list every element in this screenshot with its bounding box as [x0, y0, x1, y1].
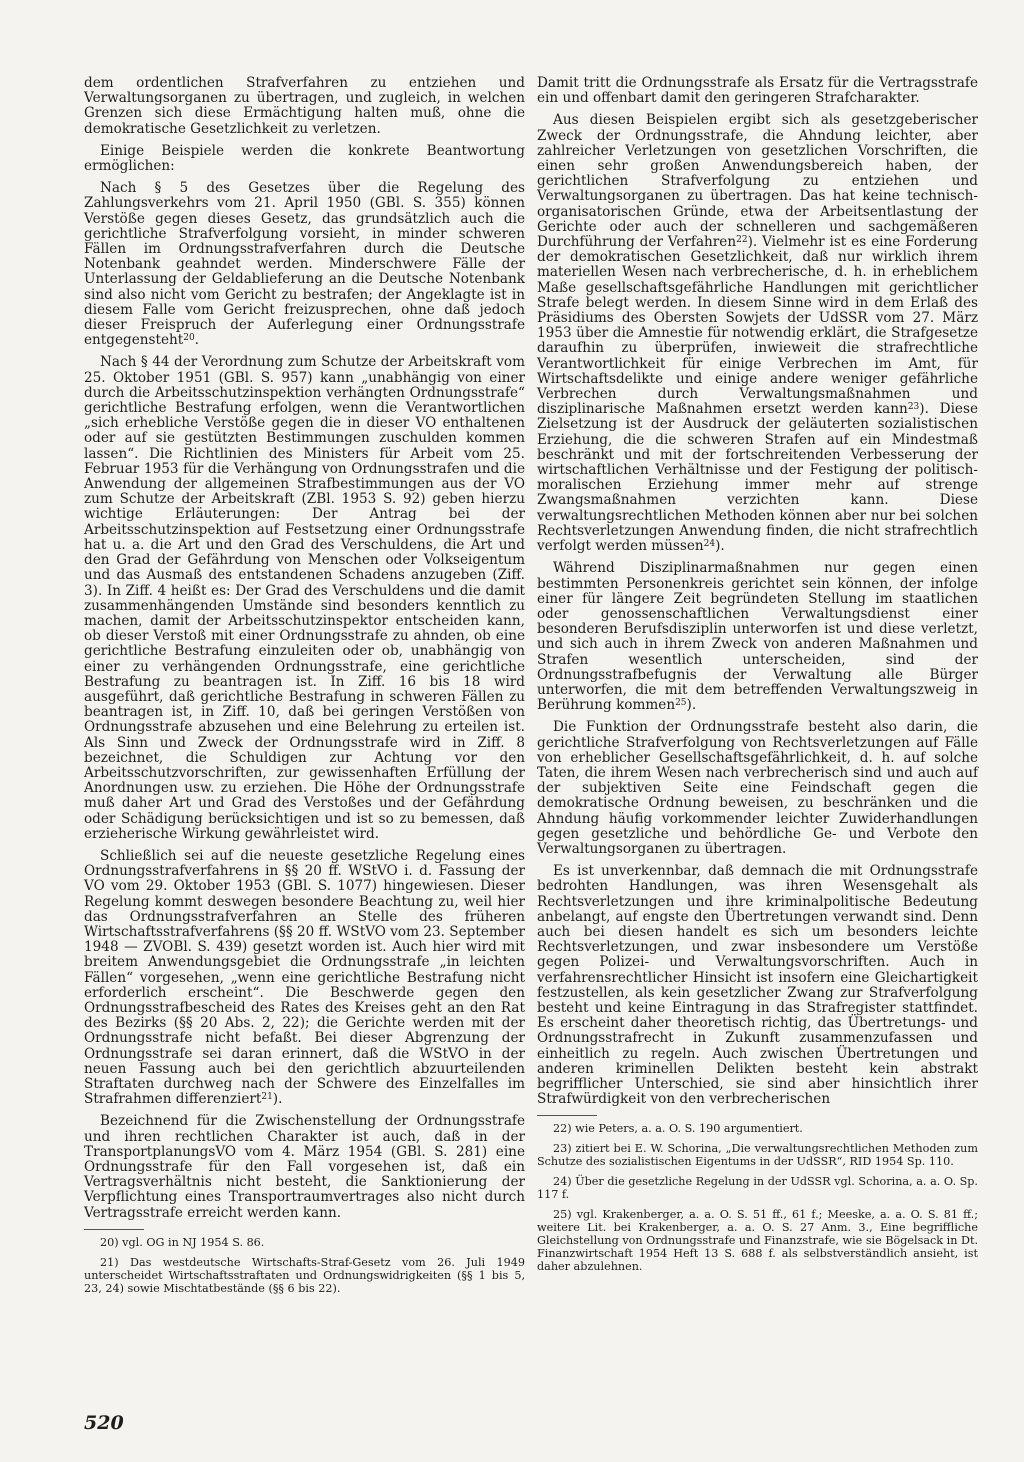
paragraph: Damit tritt die Ordnungsstrafe als Ersatz für die Vertragsstrafe ein und offenbart damit den geringeren Strafcharakter.: [537, 75, 978, 107]
paragraph: Schließlich sei auf die neueste gesetzliche Regelung eines Ordnungsstrafverfahrens in §§ 20 ff. WStVO i. d. Fassung der VO vom 29. Oktober 1953 (GBl. S. 1077) hingewiesen. Dieser Regelung kommt deswegen besondere Beachtung zu, weil hier das Ordnungsstrafverfahren an Stelle des früheren Wirtschaftsstrafverfahrens (§§ 20 ff. WStVO vom 23. September 1948 — ZVOBl. S. 439) gesetzt worden ist. Auch hier wird mit breitem Anwendungsgebiet die Ordnungsstrafe „in leichten Fällen“ vorgesehen, „wenn eine gerichtliche Bestrafung nicht erforderlich erscheint“. Die Beschwerde gegen den Ordnungsstrafbescheid des Rates des Kreises geht an den Rat des Bezirks (§§ 20 Abs. 2, 22); die Gerichte werden mit der Ordnungsstrafe nicht befaßt. Bei dieser Abgrenzung der Ordnungsstrafe sei daran erinnert, daß die WStVO in der neuen Fassung auch bei den gerichtlich abzuurteilenden Straftaten durchweg nach der Schwere des Einzelfalles im Strafrahmen differenziert$^{21}$).: [84, 847, 525, 1108]
footnote: 21) Das westdeutsche Wirtschafts-Straf-Gesetz vom 26. Juli 1949 unterscheidet Wirtschaftsstraftaten und Ordnungswidrigkeiten (§§ 1 bis 5, 23, 24) sowie Mischtatbestände (§§ 6 bis 22).: [84, 1255, 525, 1295]
paragraph-text: Nach § 5 des Gesetzes über die Regelung des Zahlungsverkehrs vom 21. April 1950 (GBl. S. 355) können Verstöße gegen dieses Gesetz, das grundsätzlich auch die gerichtliche Strafverfolgung vorsieht, in minder schweren Fällen im Ordnungsstrafverfahren durch die Deutsche Notenbank geahndet werden. Minderschwere Fälle der Unterlassung der Geldablieferung an die Deutsche Notenbank sind also nicht vom Gericht zu bestrafen; der Angeklagte ist in diesem Falle vom Gericht freizusprechen, ohne daß jedoch dieser Freispruch der Auferlegung einer Ordnungsstrafe entgegensteht: [84, 180, 525, 349]
paragraph-text: ). Diese Zielsetzung ist der Ausdruck der geläuterten sozialistischen Erziehung, die die schweren Strafen auf ein Mindestmaß beschränkt und mit der fortschreitenden Verbesserung der wirtschaftlichen Verhältnisse und der Festigung der politisch-moralischen Erziehung immer mehr auf strenge Zwangsmaßnahmen verzichten kann. Diese verwaltungsrechtlichen Methoden können aber nur bei solchen Rechtsverletzungen Anwendung finden, die nicht strafrechtlich verfolgt werden müssen: [537, 401, 978, 555]
footnote-ref: 24: [703, 539, 716, 550]
paragraph: Nach § 44 der Verordnung zum Schutze der Arbeitskraft vom 25. Oktober 1951 (GBl. S. 957) kann „unabhängig von einer durch die Arbeitsschutzinspektion verhängten Ordnungsstrafe“ gerichtliche Bestrafung erfolgen, wenn die Verantwortlichen „sich erhebliche Verstöße gegen die in dieser VO enthaltenen oder auf sie gestützten Bestimmungen zuschulden kommen lassen“. Die Richtlinien des Ministers für Arbeit vom 25. Februar 1953 für die Verhängung von Ordnungsstrafen und die Anwendung der allgemeinen Strafbestimmungen aus der VO zum Schutze der Arbeitskraft (ZBl. 1953 S. 92) geben hierzu wichtige Erläuterungen: Der Antrag bei der Arbeitsschutzinspektion auf Festsetzung einer Ordnungsstrafe hat u. a. die Art und den Grad des Verschuldens, die Art und den Grad der Gefährdung von Menschen oder Volkseigentum und das Ausmaß des entstandenen Schadens anzugeben (Ziff. 3). In Ziff. 4 heißt es: Der Grad des Verschuldens und die damit zusammenhängenden Umstände sind besonders kenntlich zu machen, damit der Arbeitsschutzinspektor entscheiden kann, ob dieser Verstoß mit einer Ordnungsstrafe zu ahnden, ob eine gerichtliche Bestrafung einzuleiten oder ob, unabhängig von einer zu verhängenden Ordnungsstrafe, eine gerichtliche Bestrafung zu beantragen ist. In Ziff. 16 bis 18 wird ausgeführt, daß gerichtliche Bestrafung in schweren Fällen zu beantragen ist, in Ziff. 10, daß bei geringen Verstößen von Ordnungsstrafe abzusehen und eine Belehrung zu erteilen ist. Als Sinn und Zweck der Ordnungsstrafe wird in Ziff. 8 bezeichnet, die Schuldigen zur Achtung vor den Arbeitsschutzvorschriften, zur gewissenhaften Erfüllung der Anordnungen usw. zu erziehen. Die Höhe der Ordnungsstrafe muß daher Art und Grad des Verstoßes und der Gefährdung oder Schädigung berücksichtigen und ist so zu bemessen, daß erzieherische Wirkung gewährleistet wird.: [84, 354, 525, 842]
page-number: 520: [84, 1412, 124, 1434]
footnote-ref: 21: [261, 1092, 273, 1103]
footnote-ref: 25: [675, 698, 687, 709]
footnote: 23) zitiert bei E. W. Schorina, „Die verwaltungsrechtlichen Methoden zum Schutze des sozialistischen Eigentums in der UdSSR“, RID 1954 Sp. 110.: [537, 1142, 978, 1169]
paragraph: Bezeichnend für die Zwischenstellung der Ordnungsstrafe und ihren rechtlichen Charakter ist auch, daß in der TransportplanungsVO vom 4. März 1954 (GBl. S. 281) eine Ordnungsstrafe für den Fall vorgesehen ist, daß ein Vertragsverhältnis nicht besteht, die Sanktionierung der Verpflichtung eines Transportraumvertrages also nicht durch Vertragsstrafe erreicht werden kann.: [84, 1113, 525, 1221]
footnote-divider: [84, 1229, 144, 1230]
footnote: 24) Über die gesetzliche Regelung in der UdSSR vgl. Schorina, a. a. O. Sp. 117 f.: [537, 1175, 978, 1202]
footnote-ref: 20: [183, 333, 195, 344]
paragraph: Während Disziplinarmaßnahmen nur gegen einen bestimmten Personenkreis gerichtet sein können, der infolge einer für längere Zeit begründeten Stellung im staatlichen oder genossenschaftlichen Verwaltungsdienst einer besonderen Berufsdisziplin unterworfen ist und diese verletzt, und sich auch in ihrem Zweck von anderen Maßnahmen und Strafen wesentlich unterscheiden, sind der Ordnungsstrafbefugnis der Verwaltung alle Bürger unterworfen, die mit dem betreffenden Verwaltungszweig in Berührung kommen$^{25}$).: [537, 560, 978, 714]
footnote-divider: [537, 1115, 597, 1116]
paragraph: Nach § 5 des Gesetzes über die Regelung des Zahlungsverkehrs vom 21. April 1950 (GBl. S. 355) können Verstöße gegen dieses Gesetz, das grundsätzlich auch die gerichtliche Strafverfolgung vorsieht, in minder schweren Fällen im Ordnungsstrafverfahren durch die Deutsche Notenbank geahndet werden. Minderschwere Fälle der Unterlassung der Geldablieferung an die Deutsche Notenbank sind also nicht vom Gericht zu bestrafen; der Angeklagte ist in diesem Falle vom Gericht freizusprechen, ohne daß jedoch dieser Freispruch der Auferlegung einer Ordnungsstrafe entgegensteht$^{20}$.: [84, 180, 525, 349]
paragraph: Einige Beispiele werden die konkrete Beantwortung ermöglichen:: [84, 142, 525, 175]
paragraph: dem ordentlichen Strafverfahren zu entziehen und Verwaltungsorganen zu übertragen, und zugleich, in welchen Grenzen sich diese Ermächtigung halten muß, ohne die demokratische Gesetzlichkeit zu verletzen.: [84, 75, 525, 137]
paragraph: Es ist unverkennbar, daß demnach die mit Ordnungsstrafe bedrohten Handlungen, was ihren Wesensgehalt als Rechtsverletzungen und ihre kriminalpolitische Bedeutung anbelangt, auf engste den Übertretungen verwandt sind. Denn auch bei diesen handelt es sich um besonders leichte Rechtsverletzungen, und zwar insbesondere um Verstöße gegen Polizei- und Verwaltungsvorschriften. Auch in verfahrensrechtlicher Hinsicht ist insofern eine Gleichartigkeit festzustellen, als kein gesetzlicher Zwang zur Strafverfolgung besteht und keine Eintragung in das Strafregister stattfindet. Es erscheint daher theoretisch richtig, das Übertretungs- und Ordnungsstrafrecht in Zukunft zusammenzufassen und einheitlich zu regeln. Auch zwischen Übertretungen und anderen kriminellen Delikten besteht kein abstrakt begrifflicher Unterschied, sie sind aber hinsichtlich ihrer Strafwürdigkeit von den verbrecherischen: [537, 863, 978, 1108]
footnote: 22) wie Peters, a. a. O. S. 190 argumentiert.: [553, 1122, 803, 1136]
paragraph-text: Während Disziplinarmaßnahmen nur gegen einen bestimmten Personenkreis gerichtet sein können, der infolge einer für längere Zeit begründeten Stellung im staatlichen oder genossenschaftlichen Verwaltungsdienst einer besonderen Berufsdisziplin unterworfen ist und diese verletzt, und sich auch in ihrem Zweck von anderen Maßnahmen und Strafen wesentlich unterscheiden, sind der Ordnungsstrafbefugnis der Verwaltung alle Bürger unterworfen, die mit dem betreffenden Verwaltungszweig in Berührung kommen: [537, 560, 978, 714]
left-column: [84, 76, 525, 1302]
footnote: 20) vgl. OG in NJ 1954 S. 86.: [100, 1235, 265, 1249]
paragraph: Aus diesen Beispielen ergibt sich als gesetzgeberischer Zweck der Ordnungsstrafe, die Ahndung leichter, aber zahlreicher Verletzungen von gesetzlichen Vorschriften, die einen sehr großen Anwendungsbereich haben, der gerichtlichen Strafverfolgung zu entziehen und Verwaltungsorganen zu übertragen. Das hat keine technisch-organisatorischen Gründe, etwa der Arbeitsentlastung der Gerichte oder auch der schnelleren und sachgemäßeren Durchführung der Verfahren$^{22}$). Vielmehr ist es eine Forderung der demokratischen Gesetzlichkeit, daß nur wirklich ihrem materiellen Wesen nach verbrecherische, d. h. in erheblichem Maße gesellschaftsgefährliche Handlungen mit gerichtlicher Strafe belegt werden. In diesem Sinne wird in dem Erlaß des Präsidiums des Obersten Sowjets der UdSSR vom 27. März 1953 über die Amnestie für notwendig erklärt, die Strafgesetze daraufhin zu überprüfen, inwieweit die strafrechtliche Verantwortlichkeit für einige Verbrechen im Amt, für Wirtschaftsdelikte und einige andere weniger gefährliche Verbrechen durch Verwaltungsmaßnahmen und disziplinarische Maßnahmen ersetzt werden kann$^{23}$). Diese Zielsetzung ist der Ausdruck der geläuterten sozialistischen Erziehung, die die schweren Strafen auf ein Mindestmaß beschränkt und mit der fortschreitenden Verbesserung der wirtschaftlichen Verhältnisse und der Festigung der politisch-moralischen Erziehung immer mehr auf strenge Zwangsmaßnahmen verzichten kann. Diese verwaltungsrechtlichen Methoden können aber nur bei solchen Rechtsverletzungen Anwendung finden, die nicht strafrechtlich verfolgt werden müssen$^{24}$).: [537, 112, 978, 555]
footnote-ref: 22: [736, 235, 748, 246]
footnote: 25) vgl. Krakenberger, a. a. O. S. 51 ff., 61 f.; Meeske, a. a. O. S. 81 ff.; weitere Lit. bei Krakenberger, a. a. O. S. 27 Anm. 3., Eine begriffliche Gleichstellung von Ordnungsstrafe und Finanzstrafe, wie sie Bögelsack in Dt. Finanzwirtschaft 1954 Heft 13 S. 688 f. als selbstverständlich ansieht, ist daher abzulehnen.: [537, 1208, 979, 1274]
paragraph: Die Funktion der Ordnungsstrafe besteht also darin, die gerichtliche Strafverfolgung von Rechtsverletzungen auf Fälle von erheblicher Gesellschaftsgefährlichkeit, d. h. auf solche Taten, die ihrem Wesen nach verbrecherisch sind und auch auf der subjektiven Seite eine Feindschaft gegen die demokratische Ordnung beweisen, zu beschränken und die Ahndung häufig vorkommender leichter Zuwiderhandlungen gegen gesetzliche und behördliche Ge- und Verbote den Verwaltungsorganen zu übertragen.: [537, 719, 978, 857]
footnote-ref: 23: [907, 402, 920, 413]
paragraph-text: Aus diesen Beispielen ergibt sich als gesetzgeberischer Zweck der Ordnungsstrafe, die Ahndung leichter, aber zahlreicher Verletzungen von gesetzlichen Vorschriften, die einen sehr großen Anwendungsbereich haben, der gerichtlichen Strafverfolgung zu entziehen und Verwaltungsorganen zu übertragen. Das hat keine technisch-organisatorischen Gründe, etwa der Arbeitsentlastung der Gerichte oder auch der schnelleren und sachgemäßeren Durchführung der Verfahren: [537, 112, 978, 251]
right-column: [537, 76, 978, 1280]
paragraph-text: ). Vielmehr ist es eine Forderung der demokratischen Gesetzlichkeit, daß nur wirklich ihrem materiellen Wesen nach verbrecherische, d. h. in erheblichem Maße gesellschaftsgefährliche Handlungen mit gerichtlicher Strafe belegt werden. In diesem Sinne wird in dem Erlaß des Präsidiums des Obersten Sowjets der UdSSR vom 27. März 1953 über die Amnestie für notwendig erklärt, die Strafgesetze daraufhin zu überprüfen, inwieweit die strafrechtliche Verantwortlichkeit für einige Verbrechen im Amt, für Wirtschaftsdelikte und einige andere weniger gefährliche Verbrechen durch Verwaltungsmaßnahmen und disziplinarische Maßnahmen ersetzt werden kann: [537, 234, 978, 418]
paragraph-text: Schließlich sei auf die neueste gesetzliche Regelung eines Ordnungsstrafverfahrens in §§ 20 ff. WStVO i. d. Fassung der VO vom 29. Oktober 1953 (GBl. S. 1077) hingewiesen. Dieser Regelung kommt deswegen besondere Beachtung zu, weil hier das Ordnungsstrafverfahren an Stelle des früheren Wirtschaftsstrafverfahrens (§§ 20 ff. WStVO vom 23. September 1948 — ZVOBl. S. 439) gesetzt worden ist. Auch hier wird mit breitem Anwendungsgebiet die Ordnungsstrafe „in leichten Fällen“ vorgesehen, „wenn eine gerichtliche Bestrafung nicht erforderlich erscheint“. Die Beschwerde gegen den Ordnungsstrafbescheid des Rates des Kreises geht an den Rat des Bezirks (§§ 20 Abs. 2, 22); die Gerichte werden mit der Ordnungsstrafe nicht befaßt. Bei dieser Abgrenzung der Ordnungsstrafe sei daran erinnert, daß die WStVO in der neuen Fassung auch bei den gerichtlich abzuurteilenden Straftaten durchweg nach der Schwere des Einzelfalles im Strafrahmen differenziert: [84, 847, 525, 1108]
